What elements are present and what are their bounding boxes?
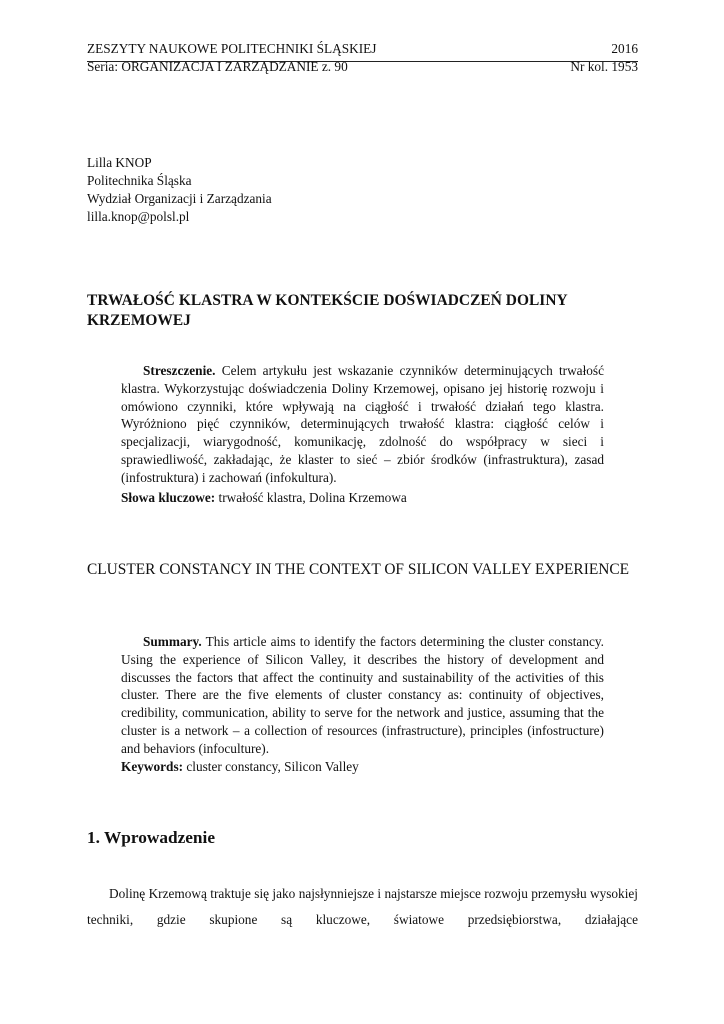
body-paragraph [87,881,638,932]
abstract-polish [121,362,604,487]
author-email: lilla.knop@polsl.pl [87,209,190,224]
abstract-label-english: Summary. [143,634,202,649]
keywords-text-english: cluster constancy, Silicon Valley [186,759,359,774]
keywords-text-polish: trwałość klastra, Dolina Krzemowa [218,490,407,505]
paper-title-english: CLUSTER CONSTANCY IN THE CONTEXT OF SILICON VALLEY EXPERIENCE [87,561,630,578]
keywords-english [121,758,604,776]
author-name: Lilla KNOP [87,155,152,170]
abstract-english [121,633,604,758]
series-name: Seria: ORGANIZACJA I ZARZĄDZANIE z. 90 [87,59,348,74]
section-heading: 1. Wprowadzenie [87,828,216,847]
running-header [87,40,638,76]
author-affiliation: Politechnika Śląska [87,173,192,188]
volume-number: Nr kol. 1953 [570,59,638,74]
journal-name: ZESZYTY NAUKOWE POLITECHNIKI ŚLĄSKIEJ [87,41,377,56]
paper-title-polish: TRWAŁOŚĆ KLASTRA W KONTEKŚCIE DOŚWIADCZEŃ DOLINY KRZEMOWEJ [87,292,568,329]
header-row-journal [87,40,638,58]
journal-year: 2016 [611,41,638,56]
author-block [87,154,272,226]
keywords-label-polish: Słowa kluczowe: [121,490,216,505]
abstract-text-english: This article aims to identify the factors determining the cluster constancy. Using the experience of Silicon Valley, it describes the history of development and discusses the factors that affect the continuity and sustainability of the activities of this cluster. There are the five elements of cluster constancy as: continuity of objectives, credibility, communication, ability to serve for the network and justice, assuming that the cluster is a network – a collection of resources (infrastructure), principles (infostructure) and behaviors (infoculture). [121,634,604,756]
author-faculty: Wydział Organizacji i Zarządzania [87,191,272,206]
abstract-text-polish: Celem artykułu jest wskazanie czynników determinujących trwałość klastra. Wykorzystując doświadczenia Doliny Krzemowej, opisano jej historię rozwoju i omówiono czynniki, które wpływają na ciągłość i trwałość działań tego klastra. Wyróżniono pięć czynników, determinujących trwałość klastra: ciągłość celów i specjalizacji, wiarygodność, komunikację, zdolność do współpracy w sieci i sprawiedliwość, zakładając, że klaster to sieć – zbiór środków (infrastruktura), zasad (infostruktura) i zachowań (infokultura). [121,363,604,485]
abstract-label-polish: Streszczenie. [143,363,216,378]
body-paragraph-text: Dolinę Krzemową traktuje się jako najsłynniejsze i najstarsze miejsce rozwoju przemysłu wysokiej techniki, gdzie skupione są kluczowe, światowe przedsiębiorstwa, działające [87,886,638,927]
keywords-polish [121,489,604,507]
header-divider [87,61,638,62]
keywords-label-english: Keywords: [121,759,184,774]
